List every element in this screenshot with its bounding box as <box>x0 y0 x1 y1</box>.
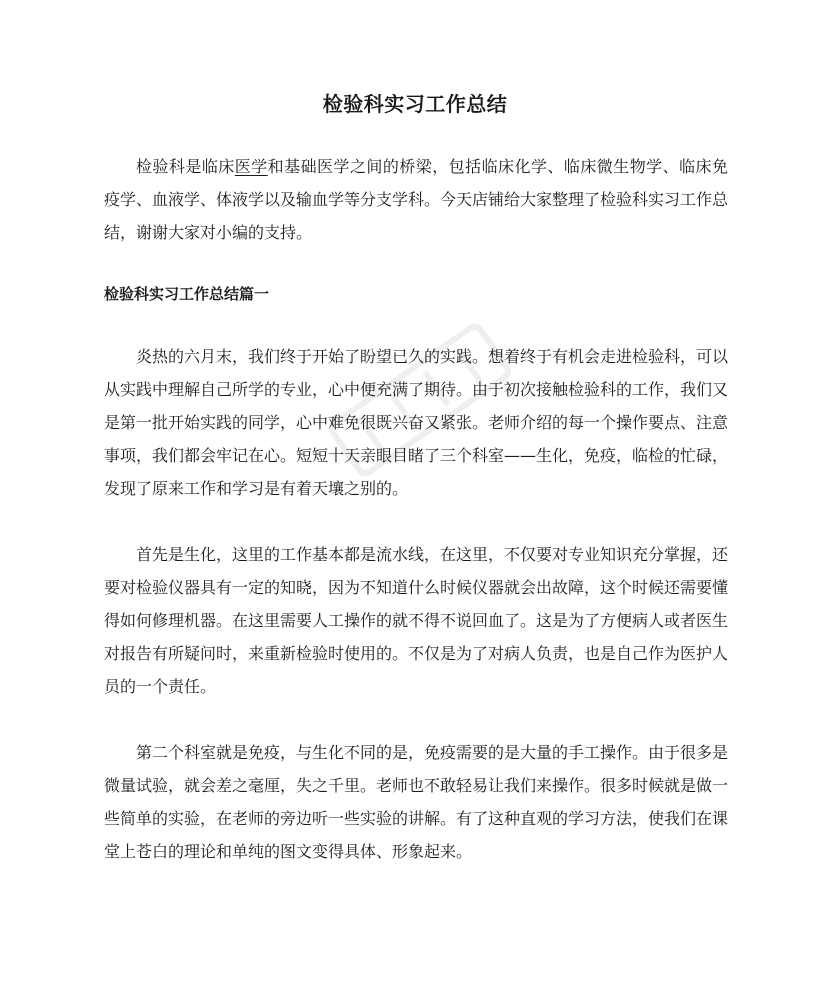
intro-link[interactable]: 医学 <box>234 157 268 176</box>
document-body <box>104 150 728 901</box>
page-title: 检验科实习工作总结 <box>322 92 508 116</box>
body-paragraph-3: 第二个科室就是免疫，与生化不同的是，免疫需要的是大量的手工操作。由于很多是微量试验，就会差之毫厘，失之千里。老师也不敢轻易让我们来操作。很多时候就是做一些简单的实验，在老师的旁边听一些实验的讲解。有了这种直观的学习方法，使我们在课堂上苍白的理论和单纯的图文变得具体、形象起来。 <box>104 743 729 861</box>
intro-paragraph <box>104 150 728 249</box>
intro-text-end: 和基础医学之间的桥梁，包括临床化学、临床微生物学、临床免疫学、血液学、体液学以及输血学等分支学科。今天店铺给大家整理了检验科实习工作总结，谢谢大家对小编的支持。 <box>104 157 729 242</box>
body-paragraph-2: 首先是生化，这里的工作基本都是流水线，在这里，不仅要对专业知识充分掌握，还要对检验仪器具有一定的知晓，因为不知道什么时候仪器就会出故障，这个时候还需要懂得如何修理机器。在这里需要人工操作的就不得不说回血了。这是为了方便病人或者医生对报告有所疑问时，来重新检验时使用的。不仅是为了对病人负责，也是自己作为医护人员的一个责任。 <box>104 545 729 696</box>
body-paragraph-1: 炎热的六月末，我们终于开始了盼望已久的实践。想着终于有机会走进检验科，可以从实践中理解自己所学的专业，心中便充满了期待。由于初次接触检验科的工作，我们又是第一批开始实践的同学，心中难免很既兴奋又紧张。老师介绍的每一个操作要点、注意事项，我们都会牢记在心。短短十天亲眼目睹了三个科室——生化，免疫，临检的忙碌，发现了原来工作和学习是有着天壤之别的。 <box>104 347 729 498</box>
section-heading: 检验科实习工作总结篇一 <box>104 285 270 303</box>
intro-text-start: 检验科是临床 <box>136 157 235 176</box>
